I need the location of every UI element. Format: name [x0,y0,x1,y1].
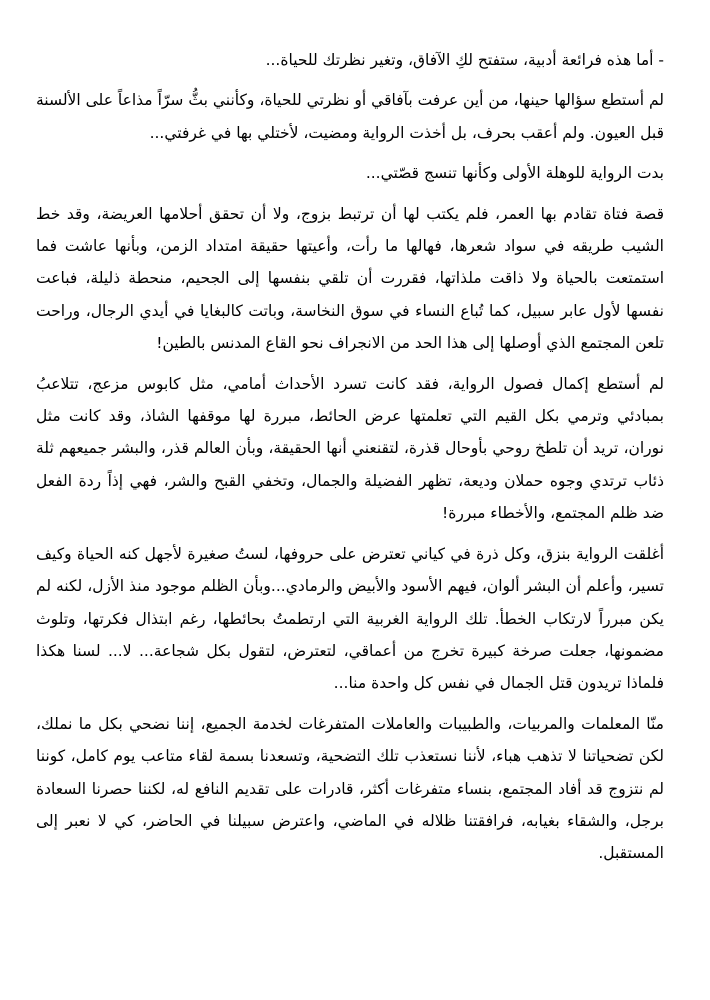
paragraph: منّا المعلمات والمربيات، والطبيبات والعاملات المتفرغات لخدمة الجميع، إننا نضحي بكل ما نملك، لكن تضحياتنا لا تذهب هباء، لأننا نستعذب تلك التضحية، وتسعدنا بسمة لقاء متاعب يوم كامل، كوننا لم نتزوج قد أفاد المجتمع، بنساء متفرغات أكثر، قادرات على تقديم النافع له، لكننا حصرنا السعادة برجل، والشقاء بغيابه، فرافقتنا ظلاله في الماضي، واعترض سبيلنا في الحاضر، كي لا نعبر إلى المستقبل. [36,714,664,863]
paragraph: لم أستطع سؤالها حينها، من أين عرفت بآفاقي أو نظرتي للحياة، وكأنني بثُّ سرّاً مذاعاً على الألسنة قبل العيون. ولم أعقب بحرف، بل أخذت الرواية ومضيت، لأختلي بها في غرفتي... [36,91,664,142]
paragraph: - أما هذه فرائعة أدبية، ستفتح لكِ الآفاق، وتغير نظرتك للحياة... [265,51,664,69]
paragraph: بدت الرواية للوهلة الأولى وكأنها تنسج قصّتي... [365,164,664,183]
paragraph: قصة فتاة تقادم بها العمر، فلم يكتب لها أن ترتبط بزوج، ولا أن تحقق أحلامها العريضة، وقد خط الشيب طريقه في سواد شعرها، فهالها ما رأت، وأعيتها حقيقة امتداد الزمن، وبأنها عاشت فما استمتعت بالحياة ولا ذاقت ملذاتها، فقررت أن تلقي بنفسها إلى الجحيم، منحطة ذليلة، فباعت نفسها لأول عابر سبيل، كما تُباع النساء في سوق النخاسة، وباتت كالبغايا في أيدي الرجال، وراحت تلعن المجتمع الذي أوصلها إلى هذا الحد من الانجراف نحو القاع المدنس بالطين! [36,204,664,353]
paragraph: لم أستطع إكمال فصول الرواية، فقد كانت تسرد الأحداث أمامي، مثل كابوس مزعج، تتلاعبُ بمبادئي وترمي بكل القيم التي تعلمتها عرض الحائط، مبررة لها موقفها الشاذ، وقد كانت مثل نوران، تريد أن تلطخ روحي بأوحال قذرة، لتقنعني أنها الحقيقة، وبأن العالم قذر، والبشر جميعهم ثلة ذئاب ترتدي وجوه حملان وديعة، تظهر الفضيلة والجمال، وتخفي القبح والشر، فهي إذاً ردة الفعل ضد ظلم المجتمع، والأخطاء مبررة! [36,374,664,523]
paragraph: أغلقت الرواية بنزق، وكل ذرة في كياني تعترض على حروفها، لستُ صغيرة لأجهل كنه الحياة وكيف تسير، وأعلم أن البشر ألوان، فيهم الأسود والأبيض والرمادي...وبأن الظلم موجود منذ الأزل، لكنه لم يكن مبرراً لارتكاب الخطأ. تلك الرواية الغربية التي ارتطمتُ بحائطها، رغم ابتذال فكرتها، وتلوث مضمونها، جعلت صرخة كبيرة تخرج من أعماقي، لتعترض، لتقول بكل شجاعة... لا... لسنا هكذا فلماذا تريدون قتل الجمال في نفس كل واحدة منا... [36,544,664,693]
